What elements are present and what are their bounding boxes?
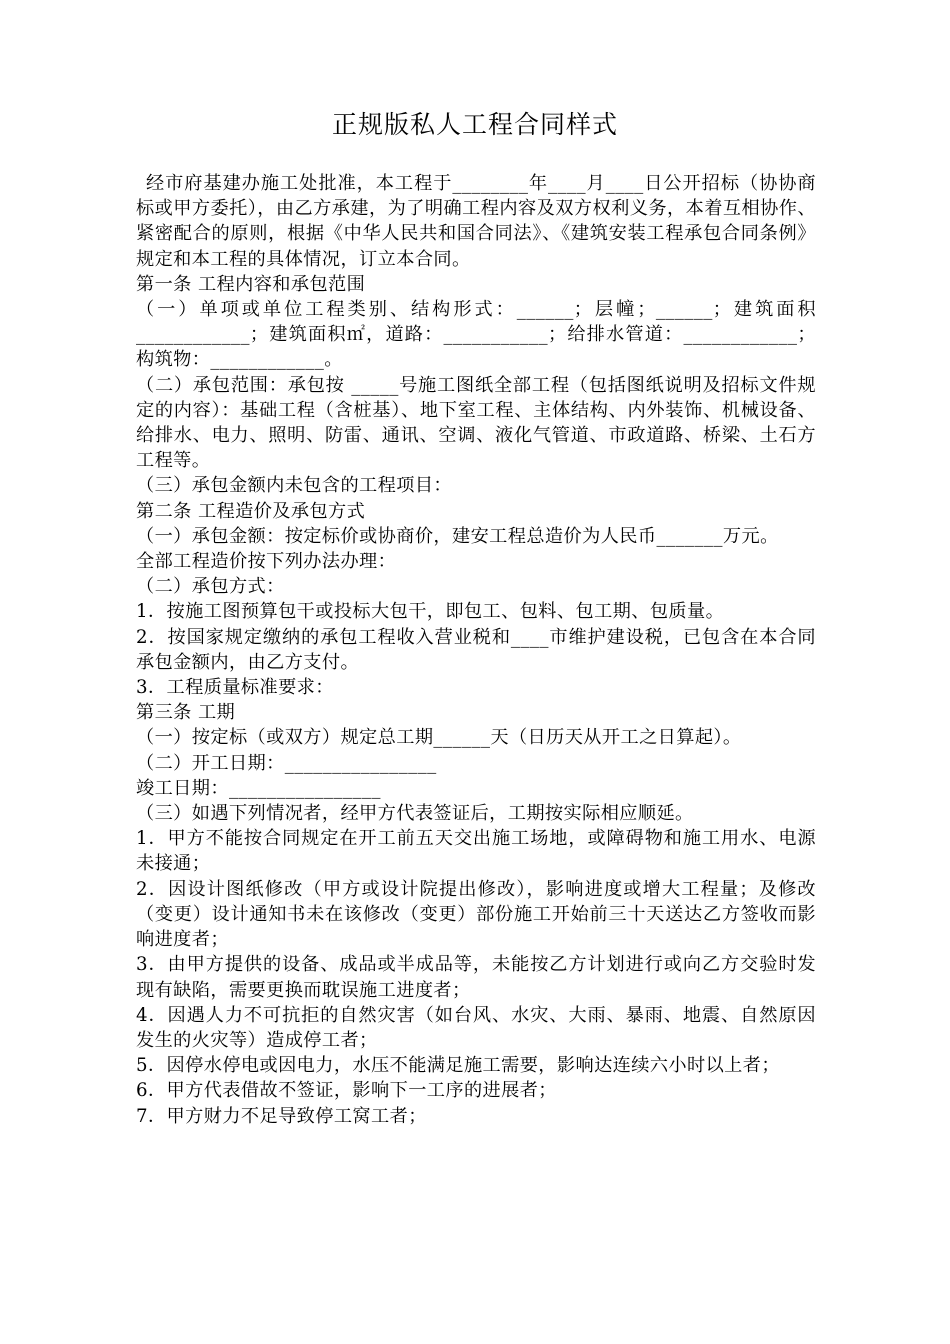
- paragraph: 竣工日期：________________: [136, 777, 381, 799]
- article-1-heading: 第一条 工程内容和承包范围: [136, 273, 366, 295]
- paragraph: （一）按定标（或双方）规定总工期______天（日历天从开工之日算起）。: [136, 727, 742, 749]
- paragraph: （三）承包金额内未包含的工程项目：: [136, 475, 452, 497]
- paragraph: （一）单项或单位工程类别、结构形式：______；层幢；______；建筑面积____________；建筑面积㎡，道路：___________；给排水管道：____________；构筑物：____________。: [136, 299, 816, 371]
- list-item: 2．按国家规定缴纳的承包工程收入营业税和____市维护建设税，已包含在本合同承包金额内，由乙方支付。: [136, 626, 816, 673]
- paragraph: （二）开工日期：________________: [136, 752, 437, 774]
- list-item: 6．甲方代表借故不签证，影响下一工序的进展者；: [136, 1080, 557, 1102]
- list-item: 2．因设计图纸修改（甲方或设计院提出修改），影响进度或增大工程量；及修改（变更）设计通知书未在该修改（变更）部份施工开始前三十天送达乙方签收而影响进度者；: [136, 878, 816, 951]
- preamble-paragraph: 经市府基建办施工处批准，本工程于________年____月____日公开招标（协协商标或甲方委托），由乙方承建，为了明确工程内容及双方权利义务，本着互相协作、紧密配合的原则，根据《中华人民共和国合同法》、《建筑安装工程承包合同条例》规定和本工程的具体情况，订立本合同。: [136, 173, 816, 270]
- document-title: 正规版私人工程合同样式: [331, 110, 618, 139]
- paragraph: （二）承包范围：承包按 _____号施工图纸全部工程（包括图纸说明及招标文件规定的内容）：基础工程（含桩基）、地下室工程、主体结构、内外装饰、机械设备、给排水、电力、照明、防雷、通讯、空调、液化气管道、市政道路、桥梁、土石方工程等。: [136, 374, 816, 472]
- list-item: 1．甲方不能按合同规定在开工前五天交出施工场地，或障碍物和施工用水、电源未接通；: [136, 828, 816, 875]
- list-item: 3．由甲方提供的设备、成品或半成品等，未能按乙方计划进行或向乙方交验时发现有缺陷，需要更换而耽误施工进度者；: [136, 954, 816, 1001]
- list-item: 3．工程质量标准要求：: [136, 677, 334, 699]
- article-2-heading: 第二条 工程造价及承包方式: [136, 500, 366, 522]
- list-item: 1．按施工图预算包干或投标大包干，即包工、包料、包工期、包质量。: [136, 601, 725, 623]
- article-3-heading: 第三条 工期: [136, 702, 236, 724]
- list-item: 7．甲方财力不足导致停工窝工者；: [136, 1105, 427, 1127]
- document-body: [136, 171, 816, 1129]
- paragraph: （三）如遇下列情况者，经甲方代表签证后，工期按实际相应顺延。: [136, 803, 694, 825]
- paragraph: 全部工程造价按下列办法办理：: [136, 551, 397, 573]
- paragraph: （一）承包金额：按定标价或协商价，建安工程总造价为人民币_______万元。: [136, 525, 779, 547]
- paragraph: （二）承包方式：: [136, 576, 285, 598]
- list-item: 5．因停水停电或因电力，水压不能满足施工需要，影响达连续六小时以上者；: [136, 1055, 780, 1077]
- list-item: 4．因遇人力不可抗拒的自然灾害（如台风、水灾、大雨、暴雨、地震、自然原因发生的火灾等）造成停工者；: [136, 1004, 816, 1051]
